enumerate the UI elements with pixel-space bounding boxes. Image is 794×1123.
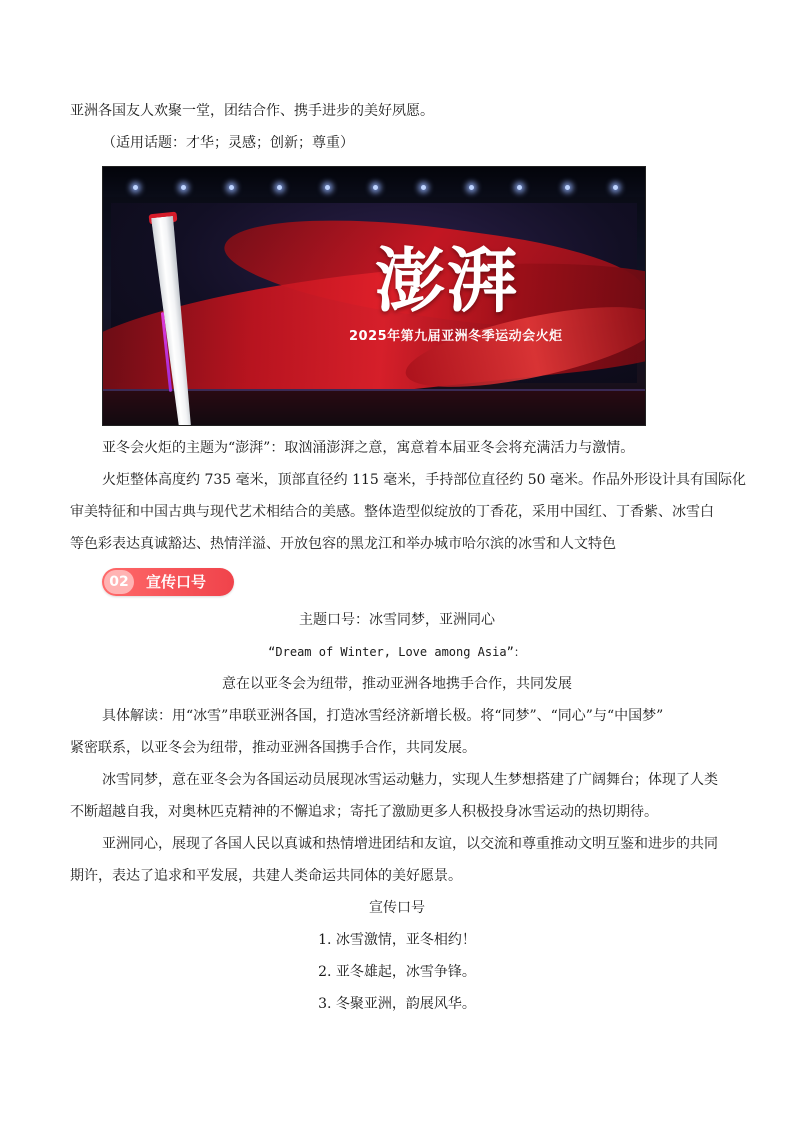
section-title: 宣传口号 — [146, 573, 207, 591]
promo-heading: 宣传口号 — [369, 900, 425, 916]
paragraph-theme: 亚冬会火炬的主题为“澎湃”：取汹涌澎湃之意，寓意着本届亚冬会将充满活力与激情。 — [102, 440, 635, 456]
dream-paragraph-line2: 不断超越自我，对奥林匹克精神的不懈追求；寄托了激励更多人积极投身冰雪运动的热切期待。 — [70, 804, 658, 820]
spotlight — [373, 185, 378, 190]
interpretation-line2: 紧密联系，以亚冬会为纽带，推动亚洲各国携手合作，共同发展。 — [70, 740, 476, 756]
heart-paragraph-line2: 期许，表达了追求和平发展，共建人类命运共同体的美好愿景。 — [70, 868, 462, 884]
spotlight — [469, 185, 474, 190]
section-number: 02 — [104, 570, 134, 594]
photo-subtitle: 2025年第九届亚洲冬季运动会火炬 — [349, 329, 563, 344]
paragraph-topics: （适用话题：才华；灵感；创新；尊重） — [102, 135, 354, 151]
spotlight — [517, 185, 522, 190]
paragraph-specs-line2: 审美特征和中国古典与现代艺术相结合的美感。整体造型似绽放的丁香花，采用中国红、丁香紫、冰雪白 — [70, 504, 714, 520]
promo-item: 2. 亚冬雄起，冰雪争锋。 — [318, 964, 476, 980]
paragraph-intro: 亚洲各国友人欢聚一堂，团结合作、携手进步的美好夙愿。 — [70, 103, 434, 119]
section-badge — [102, 568, 234, 596]
promo-item: 1. 冰雪激情，亚冬相约！ — [318, 932, 476, 948]
english-slogan: “Dream of Winter, Love among Asia”： — [268, 645, 526, 659]
dream-paragraph-line1: 冰雪同梦，意在亚冬会为各国运动员展现冰雪运动魅力，实现人生梦想搭建了广阔舞台；体现了人类 — [102, 772, 718, 788]
paragraph-specs-line1: 火炬整体高度约 735 毫米，顶部直径约 115 毫米，手持部位直径约 50 毫米。作品外形设计具有国际化 — [102, 472, 746, 488]
spotlight — [229, 185, 234, 190]
spotlight — [325, 185, 330, 190]
promo-item: 3. 冬聚亚洲，韵展风华。 — [318, 996, 476, 1012]
paragraph-specs-line3: 等色彩表达真诚豁达、热情洋溢、开放包容的黑龙江和举办城市哈尔滨的冰雪和人文特色 — [70, 536, 616, 552]
heart-paragraph-line1: 亚洲同心，展现了各国人民以真诚和热情增进团结和友谊，以交流和尊重推动文明互鉴和进步的共同 — [102, 836, 718, 852]
photo-title: 澎湃 — [375, 240, 519, 322]
spotlight — [565, 185, 570, 190]
spotlight — [181, 185, 186, 190]
torch-photo — [102, 166, 646, 426]
spotlight — [133, 185, 138, 190]
spotlight — [277, 185, 282, 190]
main-slogan: 主题口号：冰雪同梦，亚洲同心 — [299, 612, 495, 628]
slogan-meaning: 意在以亚冬会为纽带，推动亚洲各地携手合作，共同发展 — [222, 676, 572, 692]
lighting-truss — [103, 167, 645, 197]
spotlight — [421, 185, 426, 190]
torch-image — [141, 217, 181, 426]
interpretation-line1: 具体解读：用“冰雪”串联亚洲各国，打造冰雪经济新增长极。将“同梦”、“同心”与“中国梦” — [102, 708, 664, 724]
spotlight — [613, 185, 618, 190]
